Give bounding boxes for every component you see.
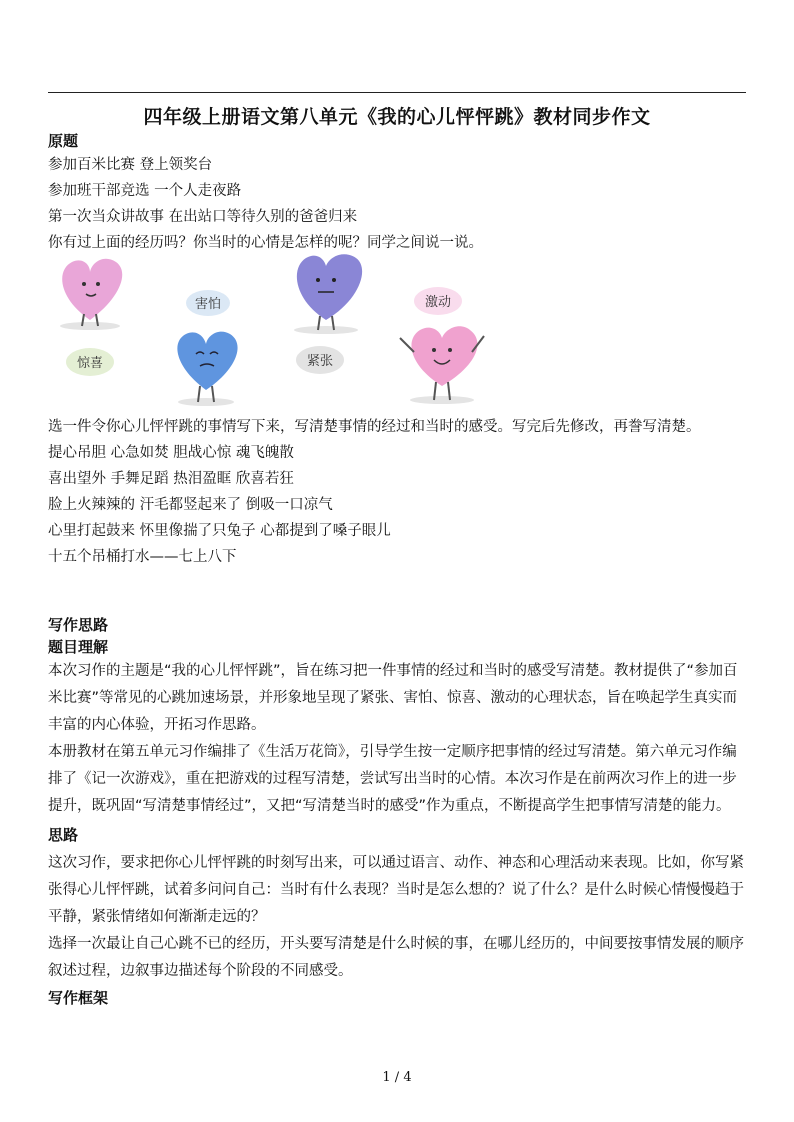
- emotion-hearts-illustration: [48, 250, 498, 410]
- phrase-line: 心里打起鼓来 怀里像揣了只兔子 心都提到了嗓子眼儿: [48, 523, 391, 539]
- phrase-line: 喜出望外 手舞足蹈 热泪盈眶 欣喜若狂: [48, 471, 294, 487]
- subheading-writing-framework: 写作框架: [48, 989, 109, 1007]
- label-excite-text: 激动: [424, 295, 452, 310]
- subheading-topic-understanding: 题目理解: [48, 638, 109, 656]
- phrase-line: 脸上火辣辣的 汗毛都竖起来了 倒吸一口凉气: [48, 497, 333, 513]
- label-surprise-text: 惊喜: [76, 356, 104, 371]
- paragraph: 这次习作，要求把你心儿怦怦跳的时刻写出来，可以通过语言、动作、神态和心理活动来表现。比如，你写紧张得心儿怦怦跳，试着多问问自己：当时有什么表现？当时是怎么想的？说了什么？是什么时候心情慢慢趋于平静，紧张情绪如何渐渐走远的？: [48, 855, 744, 925]
- label-fear-text: 害怕: [194, 297, 222, 312]
- section-heading-original: 原题: [48, 132, 79, 150]
- paragraph: 本次习作的主题是“我的心儿怦怦跳”，旨在练习把一件事情的经过和当时的感受写清楚。教材提供了“参加百米比赛”等常见的心跳加速场景，并形象地呈现了紧张、害怕、惊喜、激动的心理状态，旨在唤起学生真实而丰富的内心体验，开拓习作思路。: [48, 663, 738, 733]
- page-number: 1 / 4: [382, 1070, 412, 1085]
- label-nervous: [296, 346, 344, 374]
- paragraph: 本册教材在第五单元习作编排了《生活万花筒》，引导学生按一定顺序把事情的经过写清楚。第六单元习作编排了《记一次游戏》，重在把游戏的过程写清楚，尝试写出当时的心情。本次习作是在前两次习作上的进一步提升，既巩固“写清楚事情经过”，又把“写清楚当时的感受”作为重点，不断提高学生把事情写清楚的能力。: [48, 744, 737, 814]
- question-line: 参加班干部竞选 一个人走夜路: [48, 183, 242, 199]
- phrase-line: 十五个吊桶打水——七上八下: [48, 549, 237, 565]
- label-nervous-text: 紧张: [306, 354, 334, 369]
- subheading-approach: 思路: [48, 826, 79, 844]
- top-rule: [48, 92, 746, 93]
- task-instruction: 选一件令你心儿怦怦跳的事情写下来，写清楚事情的经过和当时的感受。写完后先修改，再誊写清楚。: [48, 419, 701, 435]
- label-surprise: [66, 348, 114, 376]
- pink-heart-character: [60, 259, 122, 330]
- section-heading-writing-ideas: 写作思路: [48, 616, 109, 634]
- question-line: 参加百米比赛 登上领奖台: [48, 157, 213, 173]
- phrase-line: 提心吊胆 心急如焚 胆战心惊 魂飞魄散: [48, 445, 294, 461]
- original-question-section: [48, 130, 748, 256]
- question-line: 第一次当众讲故事 在出站口等待久别的爸爸归来: [48, 209, 358, 225]
- label-fear: [186, 290, 230, 316]
- task-section: [48, 414, 748, 570]
- question-line: 你有过上面的经历吗？你当时的心情是怎样的呢？同学之间说一说。: [48, 235, 483, 251]
- writing-ideas-section: [48, 614, 748, 1009]
- label-excite: [414, 287, 462, 315]
- paragraph: 选择一次最让自己心跳不已的经历，开头要写清楚是什么时候的事，在哪儿经历的，中间要按事情发展的顺序叙述过程，边叙事边描述每个阶段的不同感受。: [48, 936, 744, 979]
- pink-heart-excited-character: [400, 326, 484, 404]
- blue-heart-character: [177, 332, 237, 406]
- page-title: 四年级上册语文第八单元《我的心儿怦怦跳》教材同步作文: [143, 106, 651, 128]
- purple-heart-character: [294, 254, 362, 334]
